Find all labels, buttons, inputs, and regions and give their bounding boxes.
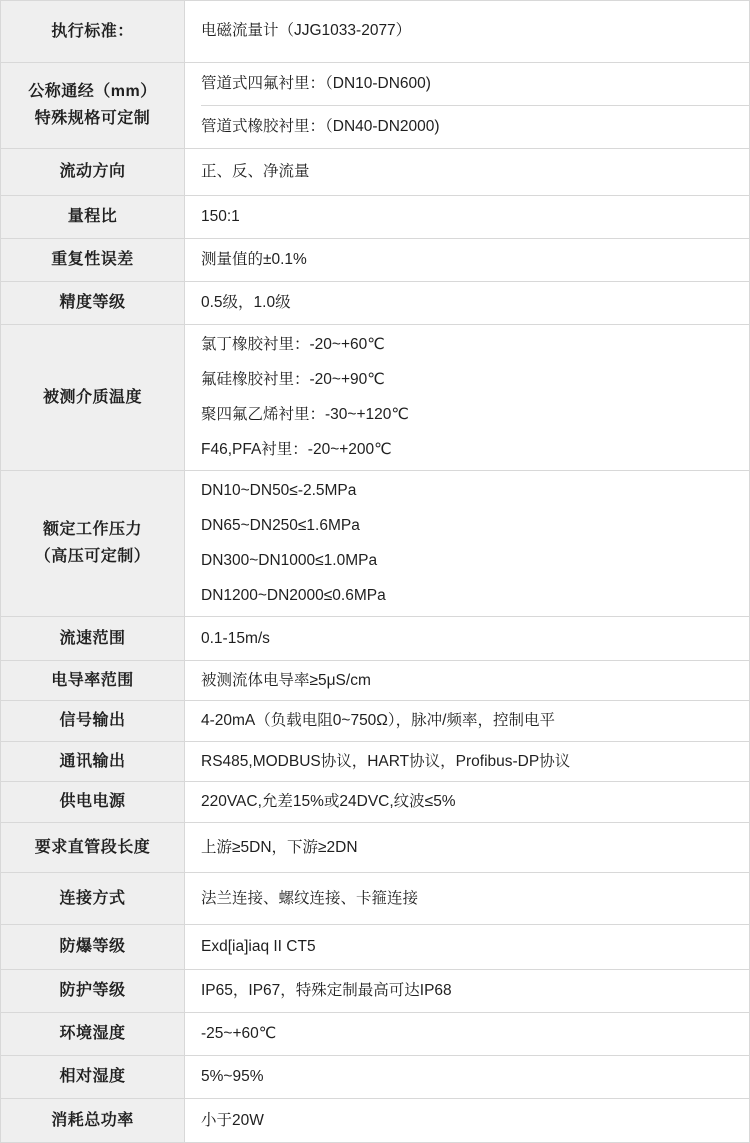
spec-label-cell [1,970,185,1013]
table-row [1,1013,750,1056]
spec-label-cell [1,1013,185,1056]
spec-value-subrow: 管道式四氟衬里：（DN10-DN600) [201,63,749,106]
spec-value-cell [185,282,750,325]
spec-value-cell [185,63,750,149]
spec-value-cell [185,701,750,742]
spec-value-line: 氟硅橡胶衬里：-20~+90℃ [201,371,385,389]
spec-value-line: 0.5级，1.0级 [201,293,291,311]
spec-value-cell [185,873,750,925]
spec-label-cell [1,742,185,782]
table-row [1,1,750,63]
specification-table-body [1,1,750,1143]
spec-label-cell [1,282,185,325]
spec-value-cell [185,196,750,239]
spec-value-cell [185,823,750,873]
spec-value-line: 被测流体电导率≥5μS/cm [201,671,371,689]
spec-label-line: 供电电源 [59,793,126,811]
spec-value-cell [185,1056,750,1099]
spec-value-cell [185,742,750,782]
spec-label-line: 要求直管段长度 [34,838,151,856]
spec-label-line: 电导率范围 [51,671,134,689]
spec-value-line: DN10~DN50≤-2.5MPa [201,482,357,500]
spec-label-cell [1,873,185,925]
spec-value-line: DN1200~DN2000≤0.6MPa [201,587,386,605]
spec-label-cell [1,661,185,701]
spec-value-line: 正、反、净流量 [201,162,310,180]
table-row [1,742,750,782]
table-row [1,63,750,149]
spec-label-line: 量程比 [67,208,118,225]
table-row [1,823,750,873]
spec-value-cell [185,471,750,617]
spec-label-cell [1,617,185,661]
table-row [1,325,750,471]
spec-label-cell [1,823,185,873]
table-row [1,661,750,701]
spec-value-cell [185,782,750,823]
spec-value-line: DN300~DN1000≤1.0MPa [201,552,378,570]
spec-value-cell [185,1,750,63]
spec-label-line: 执行标准： [51,22,134,40]
spec-label-line: 重复性误差 [51,251,134,268]
spec-label-line: 消耗总功率 [51,1111,134,1129]
spec-value-line: -25~+60℃ [201,1025,277,1043]
spec-value-cell [185,149,750,196]
table-row [1,873,750,925]
spec-value-cell [185,617,750,661]
spec-value-cell [185,1013,750,1056]
spec-label-cell [1,925,185,970]
spec-value-line: 上游≥5DN，下游≥2DN [201,838,358,856]
spec-label-line: 信号输出 [59,712,126,730]
spec-label-cell [1,63,185,149]
spec-value-cell [185,325,750,471]
table-row [1,1056,750,1099]
spec-value-line: 氯丁橡胶衬里：-20~+60℃ [201,336,385,353]
spec-value-line: 5%~95% [201,1068,264,1086]
table-row [1,239,750,282]
spec-label-line: 环境湿度 [59,1025,126,1043]
table-row [1,925,750,970]
spec-label-line: 防护等级 [59,982,126,1000]
spec-label-cell [1,196,185,239]
spec-label-line: 相对湿度 [59,1068,126,1086]
spec-label-cell [1,149,185,196]
spec-value-line: 150:1 [201,207,240,225]
spec-value-line: 测量值的±0.1% [201,250,307,268]
spec-value-line: F46,PFA衬里：-20~+200℃ [201,441,392,459]
spec-label-line: 流动方向 [59,163,126,180]
table-row [1,471,750,617]
spec-value-cell [185,239,750,282]
spec-value-line: 小于20W [201,1111,264,1129]
spec-value-line: 4-20mA（负载电阻0~750Ω），脉冲/频率，控制电平 [201,712,555,730]
table-row [1,1099,750,1143]
spec-value-cell [185,1099,750,1143]
table-row [1,970,750,1013]
spec-label-cell [1,782,185,823]
table-row [1,149,750,196]
spec-label-line: 流速范围 [59,629,126,647]
spec-label-cell [1,1,185,63]
spec-value-line: Exd[ia]iaq II CT5 [201,938,316,956]
spec-label-line: 通讯输出 [59,752,126,770]
spec-label-cell [1,325,185,471]
table-row [1,782,750,823]
spec-label-line: 连接方式 [59,889,126,907]
table-row [1,282,750,325]
spec-value-line: 220VAC,允差15%或24DVC,纹波≤5% [201,793,456,811]
spec-value-line: 聚四氟乙烯衬里：-30~+120℃ [201,406,409,424]
spec-label-line: 精度等级 [59,294,126,311]
spec-value-subrow: 管道式橡胶衬里：（DN40-DN2000) [201,118,440,135]
spec-label-cell [1,471,185,617]
spec-label-cell [1,239,185,282]
spec-value-line: IP65，IP67，特殊定制最高可达IP68 [201,982,452,1000]
spec-label-line: 特殊规格可定制 [34,110,151,127]
spec-label-line: 防爆等级 [59,938,126,956]
table-row [1,701,750,742]
spec-label-cell [1,1056,185,1099]
spec-value-cell [185,970,750,1013]
spec-value-line: 0.1-15m/s [201,629,270,647]
spec-value-line: RS485,MODBUS协议，HART协议，Profibus-DP协议 [201,752,571,770]
spec-value-cell [185,661,750,701]
spec-value-line: 法兰连接、螺纹连接、卡箍连接 [201,889,419,907]
table-row [1,617,750,661]
spec-label-line: （高压可定制） [34,548,151,566]
spec-label-line: 额定工作压力 [42,521,142,539]
spec-label-cell [1,701,185,742]
spec-value-line: 电磁流量计（JJG1033-2077） [201,22,412,40]
spec-label-line: 公称通经（mm） [28,83,157,100]
table-row [1,196,750,239]
spec-label-cell [1,1099,185,1143]
spec-value-line: DN65~DN250≤1.6MPa [201,517,360,535]
spec-value-cell [185,925,750,970]
spec-label-line: 被测介质温度 [42,388,142,406]
